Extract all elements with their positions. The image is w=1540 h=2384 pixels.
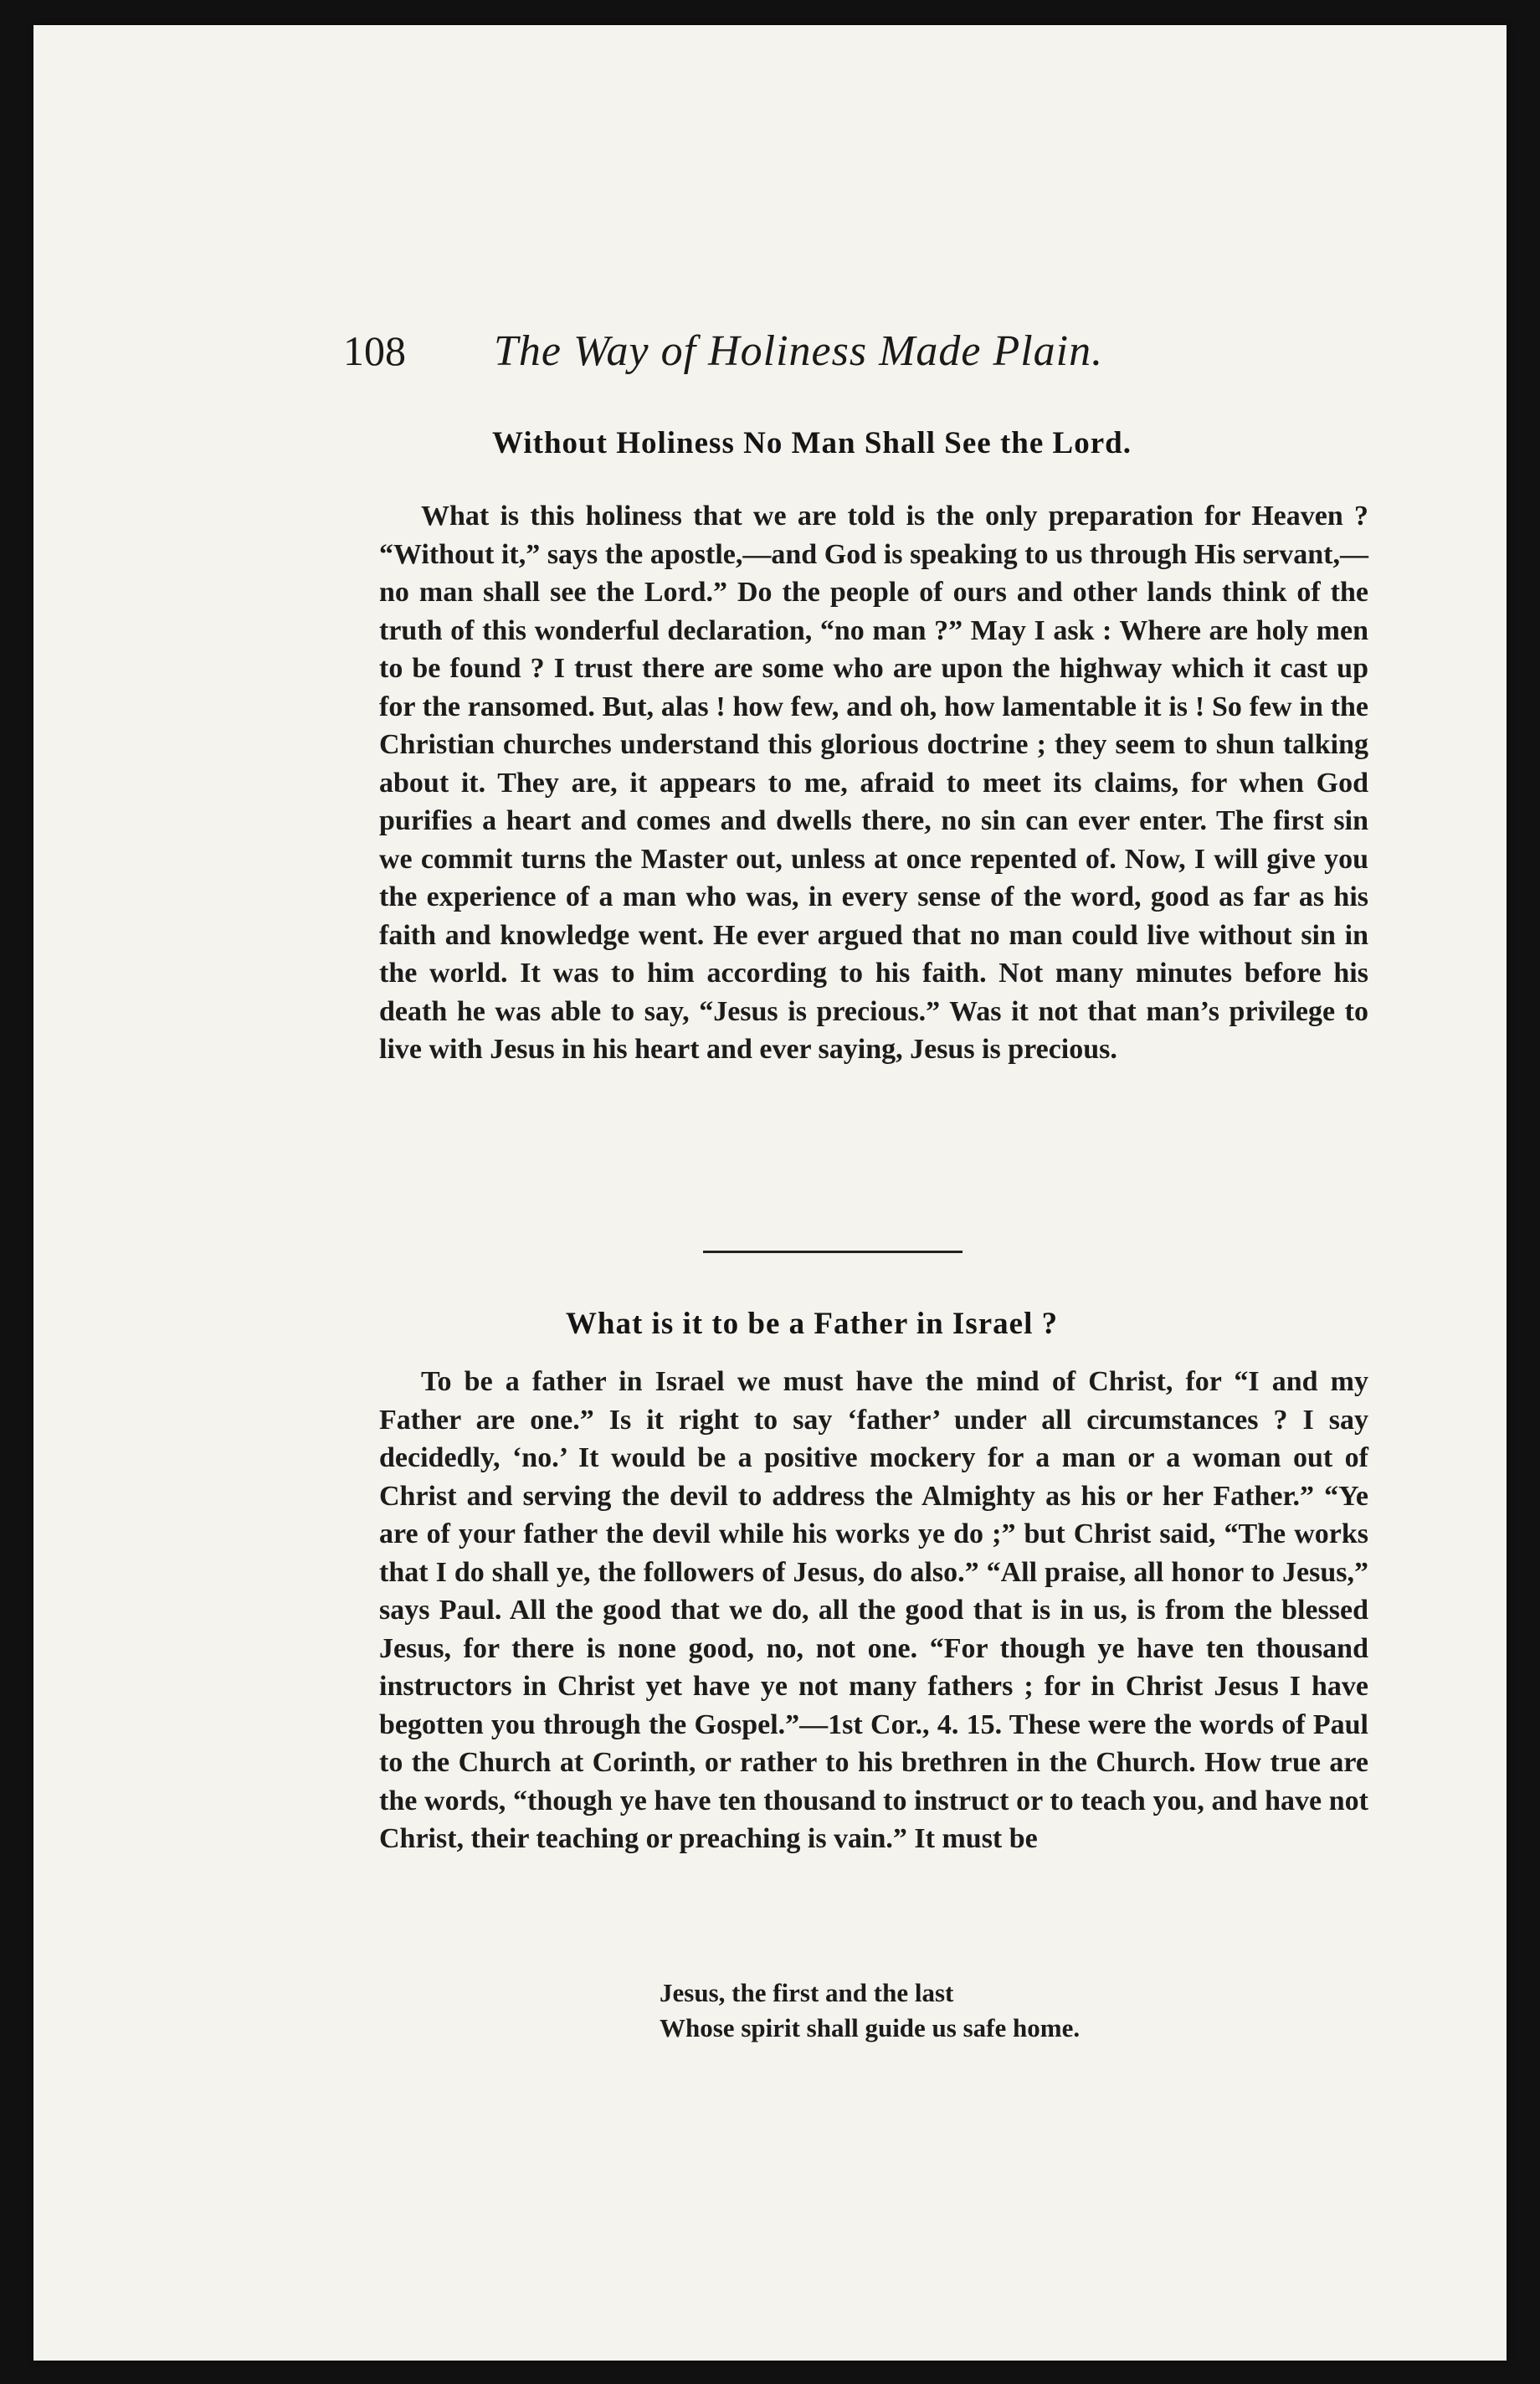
running-title: The Way of Holiness Made Plain. xyxy=(494,327,1104,375)
book-page xyxy=(33,25,1507,2361)
closing-verse xyxy=(660,1976,1080,2046)
verse-line: Whose spirit shall guide us safe home. xyxy=(660,2013,1081,2042)
page-header xyxy=(343,326,1264,376)
paragraph-holiness: What is this holiness that we are told is the only preparation for Heaven ? “Without it,” says the apostle,—and God is speaking to us through His servant,—no man shall see the Lord.” Do the people of ours and other lands think of the truth of this wonderful declaration, “no man ?” May I ask : Where are holy men to be found ? I trust there are some who are upon the highway which it cast up for the ransomed. But, alas ! how few, and oh, how lamentable it is ! So few in the Christian churches understand this glorious doctrine ; they seem to shun talking about it. They are, it appears to me, afraid to meet its claims, for when God purifies a heart and comes and dwells there, no sin can ever enter. The first sin we commit turns the Master out, unless at once repented of. Now, I will give you the experience of a man who was, in every sense of the word, good as far as his faith and knowledge went. He ever argued that no man could live without sin in the world. It was to him according to his faith. Not many minutes before his death he was able to say, “Jesus is precious.” Was it not that man’s privilege to live with Jesus in his heart and ever saying, Jesus is precious. xyxy=(379,501,1368,1065)
section-heading-father-in-israel: What is it to be a Father in Israel ? xyxy=(565,1307,1059,1341)
verse-line: Jesus, the first and the last xyxy=(660,1978,954,2007)
page-number: 108 xyxy=(343,327,406,374)
paragraph-father-in-israel: To be a father in Israel we must have the mind of Christ, for “I and my Father are one.” Is it right to say ‘father’ under all circumstances ? I say decidedly, ‘no.’ It would be a positive mockery for a man or a woman out of Christ and serving the devil to address the Almighty as his or her Father.” “Ye are of your father the devil while his works ye do ;” but Christ said, “The works that I do shall ye, the followers of Jesus, do also.” “All praise, all honor to Jesus,” says Paul. All the good that we do, all the good that is in us, is from the blessed Jesus, for there is none good, no, not one. “For though ye have ten thousand instructors in Christ yet have ye not many fathers ; for in Christ Jesus I have begotten you through the Gospel.”—1st Cor., 4. 15. These were the words of Paul to the Church at Corinth, or rather to his brethren in the Church. How true are the words, “though ye have ten thousand to instruct or to teach you, and have not Christ, their teaching or preaching is vain.” It must be xyxy=(379,1366,1368,1854)
section-divider xyxy=(703,1251,963,1253)
section-heading-holiness: Without Holiness No Man Shall See the Lord. xyxy=(492,426,1132,460)
